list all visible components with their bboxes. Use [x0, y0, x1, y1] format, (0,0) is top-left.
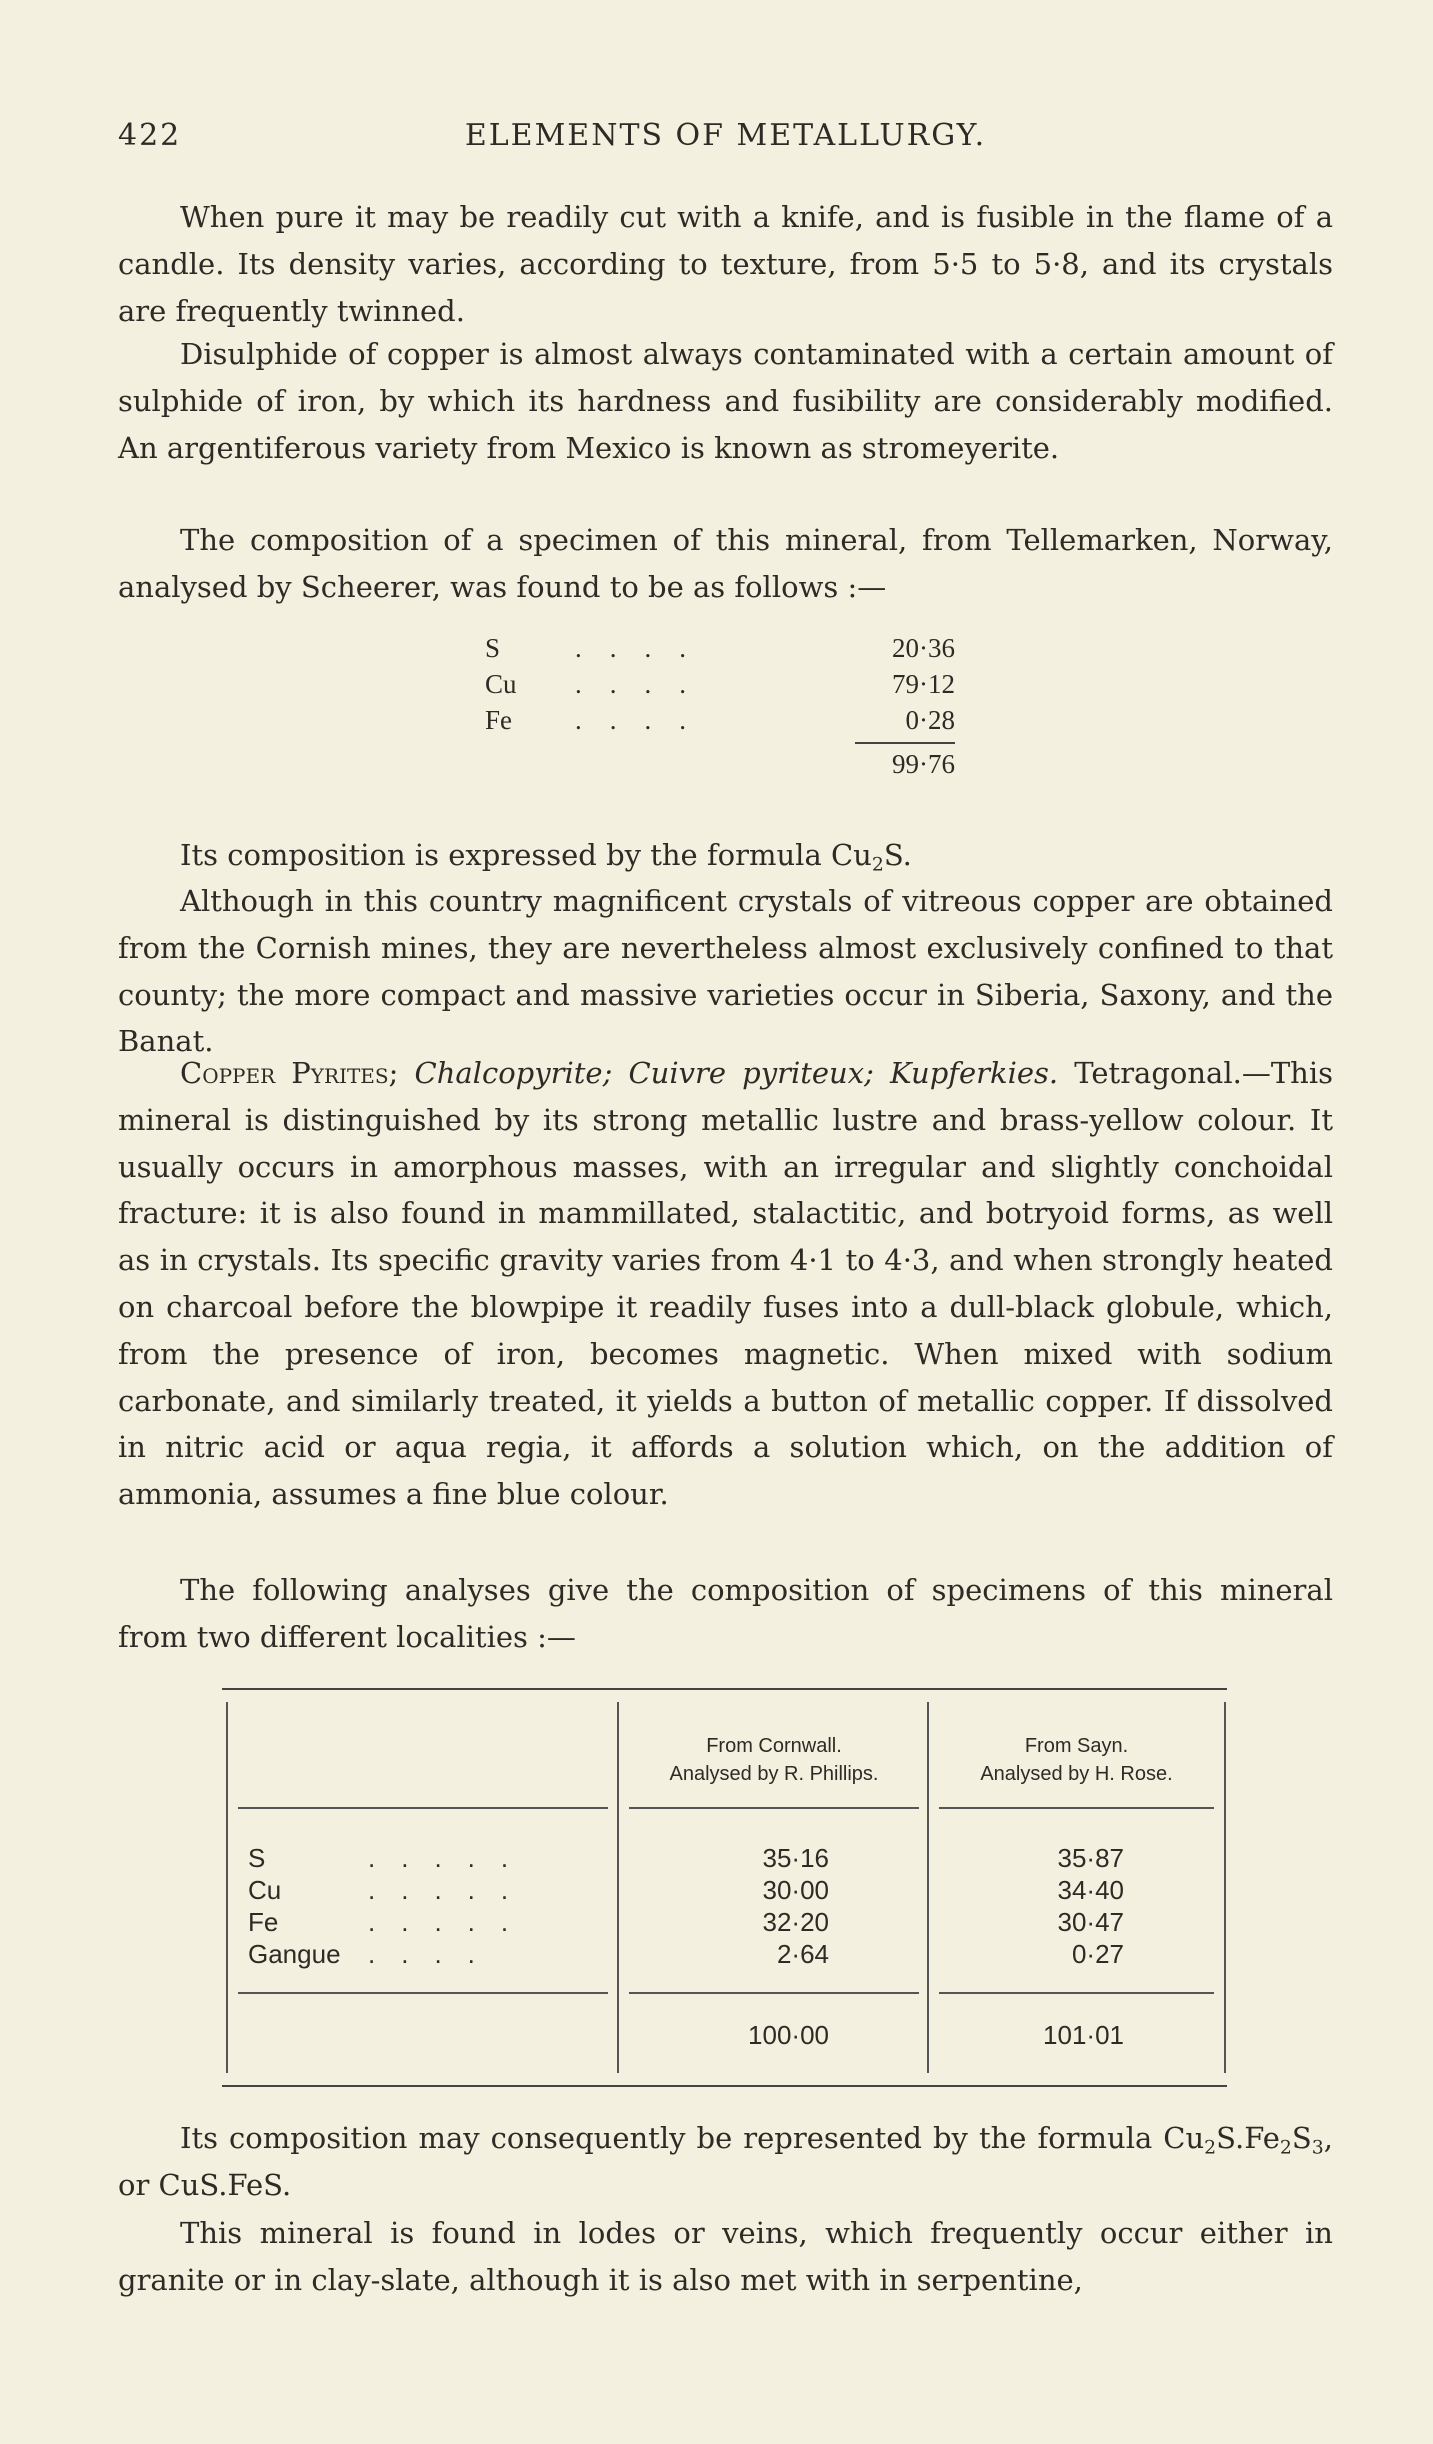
section-heading: Copper Pyrites;	[180, 1056, 399, 1090]
element-label: S	[485, 633, 501, 663]
paragraph-9: This mineral is found in lodes or veins, which frequently occur either in granite or in clay-slate, although it is also met with in serpentine,	[118, 2216, 1333, 2297]
value: 20·36	[892, 633, 955, 663]
column-header: From Cornwall.	[706, 1735, 842, 1757]
row-label: Cu	[248, 1875, 282, 1905]
cornwall-column	[617, 1702, 929, 2073]
cell: 32·20	[762, 1907, 829, 1937]
running-header	[118, 118, 1333, 158]
element-label: Cu	[485, 669, 517, 699]
paragraph-2: Disulphide of copper is almost always contaminated with a certain amount of sulphide of iron, by which its hardness and fusibility are considerably modified. An argentiferous variety from Mexico is known as stromeyerite.	[118, 337, 1333, 465]
subscript: 2	[871, 854, 884, 876]
paragraph-3: The composition of a specimen of this mineral, from Tellemarken, Norway, analysed by Scheerer, was found to be as follows :—	[118, 523, 1333, 604]
column-subheader: Analysed by R. Phillips.	[669, 1763, 879, 1785]
paragraph-formula-2	[118, 2115, 1333, 2209]
text: Tetragonal.—This mineral is distinguished by its strong metallic lustre and brass-yellow colour. It usually occurs in amorphous masses, with an irregular and slightly conchoidal fracture: it is also found in mammillated, stalactitic, and botryoid forms, as well as in crystals. Its specific gravity varies from 4·1 to 4·3, and when strongly heated on charcoal before the blowpipe it readily fuses into a dull-black globule, which, from the presence of iron, becomes magnetic. When mixed with sodium carbonate, and similarly treated, it yields a button of metallic copper. If dissolved in nitric acid or aqua regia, it affords a solution which, on the addition of ammonia, assumes a fine blue colour.	[118, 1056, 1334, 1512]
paragraph-1: When pure it may be readily cut with a knife, and is fusible in the flame of a candle. Its density varies, according to texture, from 5·5 to 5·8, and its crystals are frequently twinned.	[118, 200, 1333, 328]
paragraph-copper-pyrites	[118, 1050, 1333, 1518]
text: Its composition may consequently be represented by the formula Cu	[180, 2121, 1205, 2155]
subscript: 2	[1279, 2137, 1292, 2159]
analyses-table	[222, 1688, 1227, 2087]
paragraph-formula	[118, 832, 1333, 879]
total: 100·00	[748, 2020, 829, 2050]
cell: 2·64	[776, 1939, 829, 1969]
label-column: S ..... Cu ..... Fe ..... Gangue ....	[226, 1702, 618, 2073]
value: 79·12	[892, 669, 955, 699]
cell: 34·40	[1057, 1875, 1124, 1905]
page-number: 422	[118, 118, 182, 153]
total-value: 99·76	[892, 749, 955, 779]
text: S.	[883, 838, 912, 872]
cell: 30·47	[1057, 1907, 1124, 1937]
column-header: From Sayn.	[1024, 1735, 1129, 1757]
subscript: 2	[1204, 2137, 1217, 2159]
row-label: S	[248, 1843, 266, 1873]
value: 0·28	[905, 705, 955, 735]
running-title: ELEMENTS OF METALLURGY.	[464, 118, 987, 153]
subscript: 3	[1311, 2137, 1324, 2159]
cell: 35·16	[762, 1843, 829, 1873]
table-row: Cu .... 79·12	[485, 666, 955, 702]
text: , or CuS.FeS.	[118, 2121, 1333, 2202]
text: Its composition is expressed by the formula Cu	[180, 838, 872, 872]
cell: 30·00	[762, 1875, 829, 1905]
total: 101·01	[1043, 2020, 1124, 2050]
sayn-column	[927, 1702, 1226, 2073]
composition-table-tellemarken	[485, 630, 955, 784]
text: S	[1291, 2121, 1312, 2155]
table-row: Fe .... 0·28	[485, 702, 955, 738]
paragraph-5: Although in this country magnificent crystals of vitreous copper are obtained from the Cornish mines, they are nevertheless almost exclusively confined to that county; the more compact and massive varieties occur in Siberia, Saxony, and the Banat.	[118, 884, 1333, 1059]
element-label: Fe	[485, 705, 512, 735]
paragraph-7: The following analyses give the composition of specimens of this mineral from two different localities :—	[118, 1573, 1333, 1654]
text: S.Fe	[1216, 2121, 1280, 2155]
synonyms: Chalcopyrite; Cuivre pyriteux; Kupferkies.	[414, 1056, 1059, 1090]
column-subheader: Analysed by H. Rose.	[980, 1763, 1173, 1785]
row-label: Fe	[248, 1907, 279, 1937]
cell: 0·27	[1071, 1939, 1124, 1969]
cell: 35·87	[1057, 1843, 1124, 1873]
table-row: S .... 20·36	[485, 630, 955, 666]
row-label: Gangue	[248, 1939, 341, 1969]
